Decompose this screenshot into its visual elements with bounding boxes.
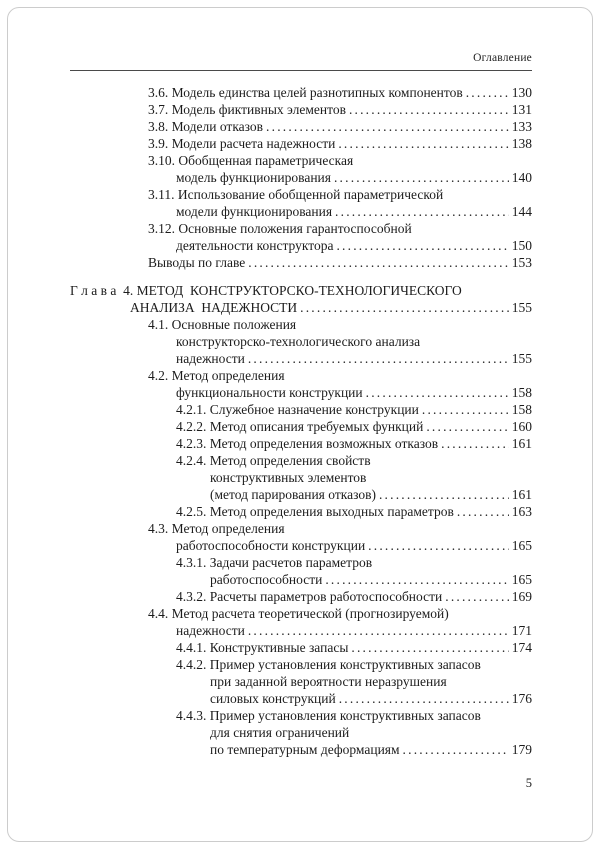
toc-line [70, 435, 532, 452]
dot-leader [248, 254, 509, 271]
toc-entry-text: работоспособности конструкции [176, 538, 366, 553]
toc-entry [70, 254, 532, 271]
toc-entry-text: 3.7. Модель фиктивных элементов [148, 102, 346, 117]
toc-entry-text: Г л а в а 4. МЕТОД КОНСТРУКТОРСКО-ТЕХНОЛОГИЧЕСКОГО [70, 283, 462, 298]
header-rule [70, 70, 532, 71]
toc-page-number: 165 [511, 572, 532, 587]
toc-entry-text: модели функционирования [176, 204, 333, 219]
toc-line [70, 656, 532, 673]
toc-page-number: 171 [511, 623, 532, 638]
toc-entry [70, 118, 532, 135]
toc-entry [70, 656, 532, 707]
toc-entry-text: Выводы по главе [148, 255, 246, 270]
toc-entry-text: для снятия ограничений [210, 725, 350, 740]
toc-page-number: 138 [511, 136, 532, 151]
toc-line [70, 350, 532, 367]
toc-line [70, 486, 532, 503]
toc-line [70, 169, 532, 186]
toc-page-number: 169 [511, 589, 532, 604]
toc-entry-text: по температурным деформациям [210, 742, 400, 757]
toc-line [70, 418, 532, 435]
toc-page-number: 153 [511, 255, 532, 270]
toc-entry [70, 639, 532, 656]
toc-page-number: 140 [511, 170, 532, 185]
dot-leader [368, 537, 509, 554]
dot-leader [248, 350, 509, 367]
toc-entry-text: 4.2.1. Служебное назначение конструкции [176, 402, 419, 417]
dot-leader [466, 84, 509, 101]
toc-entry-text: 4.2.4. Метод определения свойств [176, 453, 371, 468]
toc-page-number: 155 [511, 300, 532, 315]
toc-entry-text: конструктивных элементов [210, 470, 367, 485]
toc-line [70, 741, 532, 758]
toc-entry-text: 3.12. Основные положения гарантоспособной [148, 221, 412, 236]
toc-entry-text: конструкторско-технологического анализа [176, 334, 421, 349]
toc-entry [70, 401, 532, 418]
toc-entry [70, 101, 532, 118]
toc-entry [70, 588, 532, 605]
toc-entry [70, 418, 532, 435]
dot-leader [422, 401, 509, 418]
toc-line [70, 203, 532, 220]
toc-line [70, 690, 532, 707]
toc-line [70, 135, 532, 152]
toc-line [70, 401, 532, 418]
toc-page-number: 161 [511, 436, 532, 451]
toc-line [70, 367, 532, 384]
toc-page-number: 165 [511, 538, 532, 553]
toc-entry-text: 3.8. Модели отказов [148, 119, 264, 134]
dot-leader [457, 503, 509, 520]
toc-entry [70, 605, 532, 639]
toc-line [70, 101, 532, 118]
toc-entry-text: 4.4.2. Пример установления конструктивных запасов [176, 657, 481, 672]
dot-leader [403, 741, 509, 758]
toc-entry-text: модель функционирования [176, 170, 331, 185]
toc-entry [70, 707, 532, 758]
toc-entry-text: надежности [176, 351, 245, 366]
toc-entry-text: 4.2.5. Метод определения выходных параметров [176, 504, 454, 519]
toc-page-number: 179 [511, 742, 532, 757]
toc-line [70, 503, 532, 520]
toc-entry-text: силовых конструкций [210, 691, 336, 706]
toc-line [70, 469, 532, 486]
toc-line [70, 554, 532, 571]
toc-line [70, 571, 532, 588]
toc-line [70, 333, 532, 350]
toc-line [70, 639, 532, 656]
toc-line [70, 282, 532, 299]
page-content [70, 52, 532, 758]
toc-line [70, 622, 532, 639]
dot-leader [351, 639, 508, 656]
toc-entry-text: 4.4.1. Конструктивные запасы [176, 640, 349, 655]
toc-page-number: 155 [511, 351, 532, 366]
toc-entry-text: 3.10. Обобщенная параметрическая [148, 153, 354, 168]
toc-list [70, 84, 532, 758]
dot-leader [349, 101, 509, 118]
toc-line [70, 707, 532, 724]
toc-entry [70, 84, 532, 101]
toc-line [70, 520, 532, 537]
toc-line [70, 220, 532, 237]
toc-line [70, 316, 532, 333]
toc-entry-text: 4.2. Метод определения [148, 368, 285, 383]
toc-chapter-entry [70, 282, 532, 316]
dot-leader [379, 486, 509, 503]
toc-entry-text: работоспособности [210, 572, 323, 587]
toc-entry [70, 316, 532, 367]
toc-line [70, 237, 532, 254]
toc-entry-text: (метод парирования отказов) [210, 487, 376, 502]
toc-line [70, 152, 532, 169]
toc-page-number: 131 [511, 102, 532, 117]
dot-leader [335, 203, 509, 220]
dot-leader [334, 169, 509, 186]
toc-entry [70, 152, 532, 186]
toc-page-number: 133 [511, 119, 532, 134]
toc-line [70, 724, 532, 741]
toc-page-number: 158 [511, 385, 532, 400]
dot-leader [441, 435, 509, 452]
toc-line [70, 588, 532, 605]
dot-leader [266, 118, 509, 135]
toc-entry [70, 554, 532, 588]
toc-entry-text: 3.11. Использование обобщенной параметрической [148, 187, 444, 202]
toc-entry [70, 452, 532, 503]
dot-leader [325, 571, 508, 588]
dot-leader [445, 588, 509, 605]
toc-entry-text: надежности [176, 623, 245, 638]
toc-page-number: 160 [511, 419, 532, 434]
toc-page-number: 174 [511, 640, 532, 655]
dot-leader [426, 418, 508, 435]
toc-entry-text: функциональности конструкции [176, 385, 363, 400]
toc-page-number: 176 [511, 691, 532, 706]
toc-line [70, 384, 532, 401]
toc-entry-text: 3.9. Модели расчета надежности [148, 136, 336, 151]
toc-entry-text: деятельности конструктора [176, 238, 334, 253]
toc-entry-text: 4.2.3. Метод определения возможных отказов [176, 436, 439, 451]
toc-entry [70, 503, 532, 520]
toc-entry-text: 4.2.2. Метод описания требуемых функций [176, 419, 424, 434]
toc-entry [70, 367, 532, 401]
toc-line [70, 452, 532, 469]
running-header: Оглавление [473, 52, 532, 64]
toc-entry-text: 4.4. Метод расчета теоретической (прогнозируемой) [148, 606, 449, 621]
toc-line [70, 605, 532, 622]
toc-entry [70, 186, 532, 220]
toc-line [70, 186, 532, 203]
toc-entry [70, 520, 532, 554]
toc-page-number: 130 [511, 85, 532, 100]
page-number: 5 [525, 776, 532, 790]
toc-entry-text: 4.1. Основные положения [148, 317, 297, 332]
dot-leader [366, 384, 509, 401]
toc-entry-text: АНАЛИЗА НАДЕЖНОСТИ [130, 300, 298, 315]
dot-leader [339, 690, 509, 707]
dot-leader [338, 135, 508, 152]
toc-entry-text: 4.3.2. Расчеты параметров работоспособности [176, 589, 443, 604]
dot-leader [300, 299, 509, 316]
dot-leader [248, 622, 509, 639]
toc-page-number: 163 [511, 504, 532, 519]
toc-page-number: 158 [511, 402, 532, 417]
toc-line [70, 118, 532, 135]
toc-line [70, 84, 532, 101]
toc-entry-text: 4.4.3. Пример установления конструктивных запасов [176, 708, 481, 723]
toc-entry [70, 220, 532, 254]
toc-entry-text: 4.3. Метод определения [148, 521, 285, 536]
dot-leader [336, 237, 508, 254]
toc-page-number: 150 [511, 238, 532, 253]
toc-entry-text: 3.6. Модель единства целей разнотипных компонентов [148, 85, 463, 100]
toc-entry-text: при заданной вероятности неразрушения [210, 674, 447, 689]
toc-entry-text: 4.3.1. Задачи расчетов параметров [176, 555, 373, 570]
toc-line [70, 673, 532, 690]
toc-line [70, 537, 532, 554]
toc-entry [70, 435, 532, 452]
toc-page-number: 144 [511, 204, 532, 219]
toc-page-number: 161 [511, 487, 532, 502]
toc-entry [70, 135, 532, 152]
toc-line [70, 254, 532, 271]
toc-line [70, 299, 532, 316]
